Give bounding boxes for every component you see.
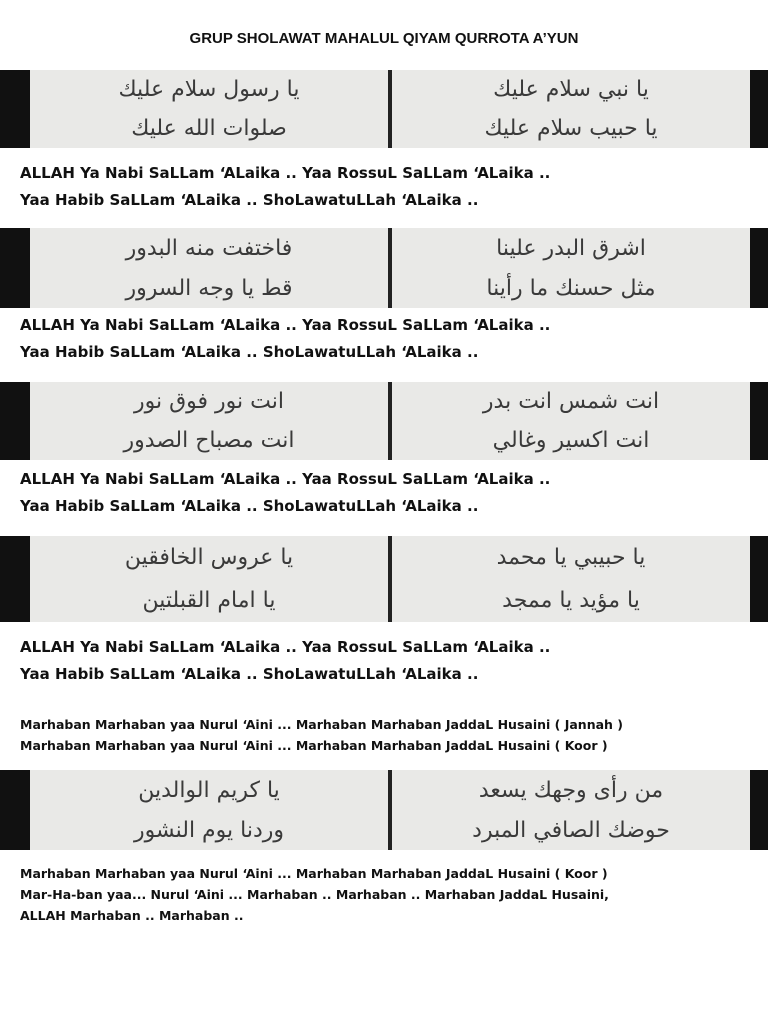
chorus-line: Yaa Habib SaLLam ‘ALaika .. ShoLawatuLLah ‘ALaika .. (20, 191, 479, 209)
arabic-line: صلوات الله عليك (131, 116, 287, 141)
verse-1-right (392, 70, 750, 148)
verse-1-left (30, 70, 388, 148)
marhaban-line: Marhaban Marhaban yaa Nurul ‘Aini ... Marhaban Marhaban JaddaL Husaini ( Koor ) (20, 866, 608, 881)
chorus-line: Yaa Habib SaLLam ‘ALaika .. ShoLawatuLLah ‘ALaika .. (20, 497, 479, 515)
arabic-line: انت اكسير وغالي (492, 428, 650, 453)
arabic-verse-2 (0, 228, 768, 308)
arabic-line: اشرق البدر علينا (496, 235, 646, 261)
arabic-verse-3 (0, 382, 768, 460)
arabic-verse-4 (0, 536, 768, 622)
verse-5-left (30, 770, 388, 850)
arabic-verse-5 (0, 770, 768, 850)
chorus-line: ALLAH Ya Nabi SaLLam ‘ALaika .. Yaa RossuL SaLLam ‘ALaika .. (20, 164, 551, 182)
chorus-line: ALLAH Ya Nabi SaLLam ‘ALaika .. Yaa RossuL SaLLam ‘ALaika .. (20, 638, 551, 656)
arabic-line: يا امام القبلتين (142, 588, 276, 613)
chorus-block (20, 634, 550, 688)
marhaban-line: ALLAH Marhaban .. Marhaban .. (20, 908, 244, 923)
chorus-line: ALLAH Ya Nabi SaLLam ‘ALaika .. Yaa RossuL SaLLam ‘ALaika .. (20, 316, 551, 334)
arabic-line: فاختفت منه البدور (125, 235, 293, 261)
arabic-line: يا رسول سلام عليك (118, 77, 300, 102)
arabic-line: قط يا وجه السرور (125, 275, 293, 301)
chorus-line: Yaa Habib SaLLam ‘ALaika .. ShoLawatuLLah ‘ALaika .. (20, 343, 479, 361)
marhaban-line: Marhaban Marhaban yaa Nurul ‘Aini ... Marhaban Marhaban JaddaL Husaini ( Koor ) (20, 738, 608, 753)
arabic-line: مثل حسنك ما رأينا (486, 275, 656, 301)
chorus-line: Yaa Habib SaLLam ‘ALaika .. ShoLawatuLLah ‘ALaika .. (20, 665, 479, 683)
verse-3-left (30, 382, 388, 460)
chorus-block (20, 466, 550, 520)
marhaban-block (20, 714, 623, 756)
arabic-line: انت نور فوق نور (134, 389, 284, 414)
marhaban-line: Marhaban Marhaban yaa Nurul ‘Aini ... Marhaban Marhaban JaddaL Husaini ( Jannah ) (20, 717, 623, 732)
marhaban-line: Mar-Ha-ban yaa... Nurul ‘Aini ... Marhaban .. Marhaban .. Marhaban JaddaL Husaini, (20, 887, 609, 902)
verse-4-right (392, 536, 750, 622)
arabic-verse-1 (0, 70, 768, 148)
arabic-line: وردنا يوم النشور (133, 817, 285, 843)
chorus-line: ALLAH Ya Nabi SaLLam ‘ALaika .. Yaa RossuL SaLLam ‘ALaika .. (20, 470, 551, 488)
chorus-block (20, 160, 550, 214)
arabic-line: يا نبي سلام عليك (493, 77, 649, 102)
verse-3-right (392, 382, 750, 460)
verse-2-right (392, 228, 750, 308)
arabic-line: انت شمس انت بدر (482, 389, 660, 414)
arabic-line: يا كريم الوالدين (138, 777, 280, 803)
arabic-line: من رأى وجهك يسعد (478, 777, 664, 803)
arabic-line: يا مؤيد يا ممجد (502, 588, 640, 613)
verse-2-left (30, 228, 388, 308)
chorus-block (20, 312, 550, 366)
arabic-line: حوضك الصافي المبرد (472, 817, 670, 843)
arabic-line: يا حبيب سلام عليك (484, 116, 658, 141)
verse-5-right (392, 770, 750, 850)
arabic-line: انت مصباح الصدور (123, 428, 295, 453)
arabic-line: يا حبيبي يا محمد (496, 545, 646, 570)
verse-4-left (30, 536, 388, 622)
page-title: GRUP SHOLAWAT MAHALUL QIYAM QURROTA A’YUN (189, 30, 579, 47)
marhaban-block (20, 863, 609, 926)
arabic-line: يا عروس الخافقين (124, 545, 294, 570)
